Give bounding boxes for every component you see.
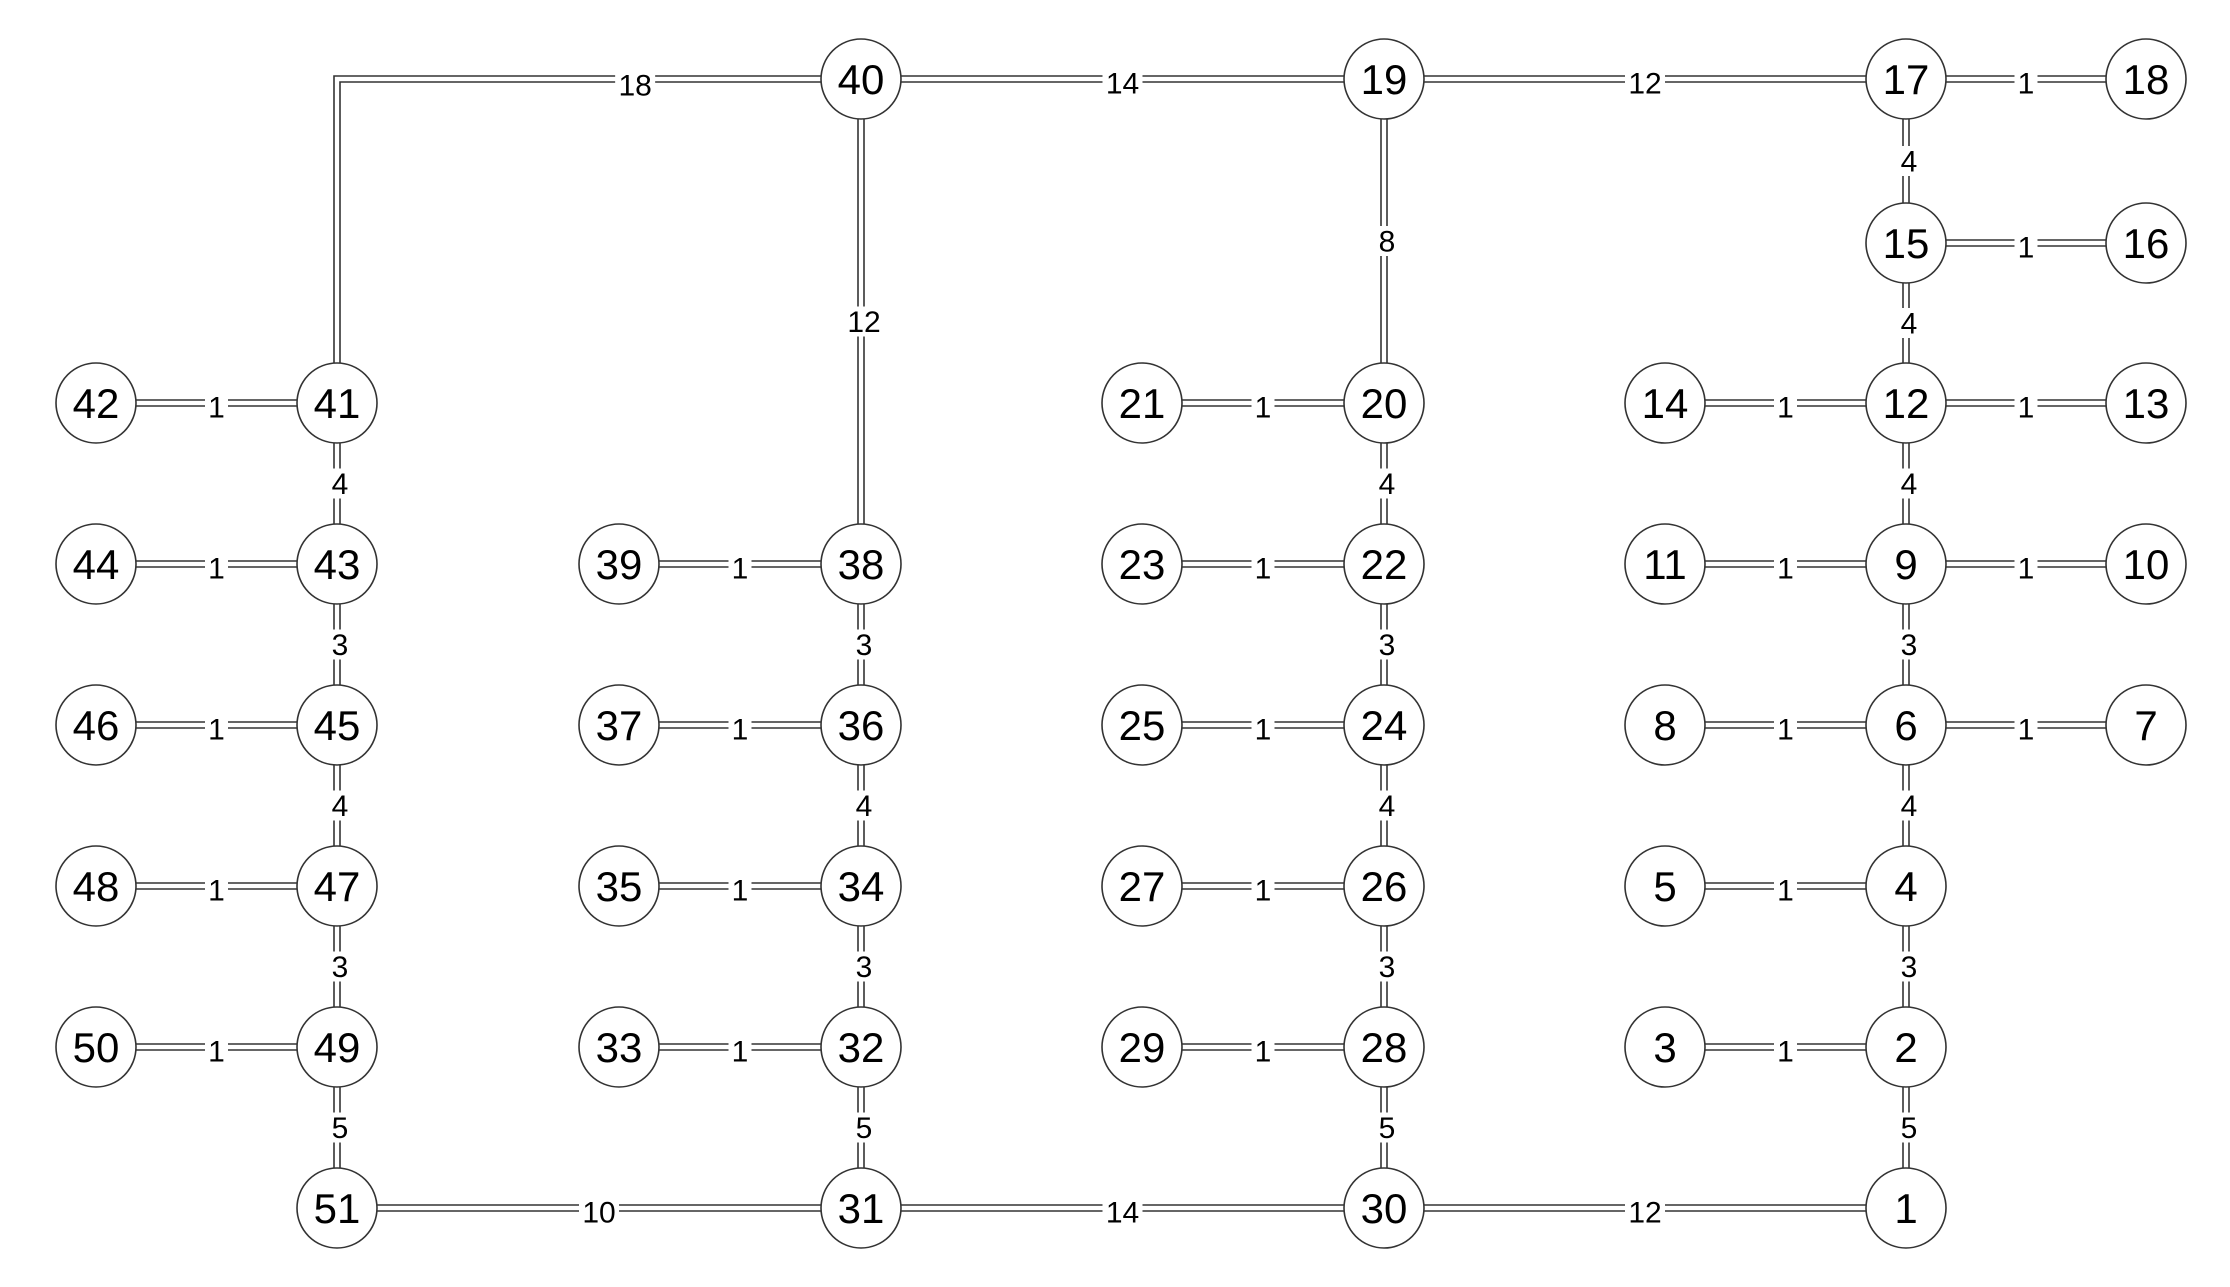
edge-weight-label: 12 <box>847 306 881 339</box>
edge-47-49 <box>329 926 352 1007</box>
node-label: 19 <box>1360 56 1408 103</box>
edge-stroke-inner <box>340 82 821 363</box>
node-label: 16 <box>2122 220 2170 267</box>
node-label: 46 <box>72 702 120 749</box>
edge-weight-label: 1 <box>1254 874 1272 908</box>
node-22 <box>1344 524 1424 604</box>
edge-weight-label: 1 <box>1777 1035 1794 1069</box>
edge-39-38 <box>659 553 821 586</box>
node-label: 37 <box>595 702 643 749</box>
node-label: 47 <box>313 863 361 910</box>
node-45 <box>297 685 377 765</box>
edge-41-43 <box>329 443 352 524</box>
node-7 <box>2106 685 2186 765</box>
node-30 <box>1344 1168 1424 1248</box>
node-label: 8 <box>1653 702 1677 749</box>
node-label: 9 <box>1894 541 1918 588</box>
edge-27-26 <box>1182 875 1344 908</box>
edge-weight-label: 4 <box>1900 145 1918 179</box>
node-36 <box>821 685 901 765</box>
edge-42-41 <box>136 392 297 425</box>
node-1 <box>1866 1168 1946 1248</box>
node-label: 30 <box>1360 1185 1408 1232</box>
edge-2-1 <box>1898 1087 1921 1168</box>
edge-41-40 <box>334 70 821 364</box>
node-10 <box>2106 524 2186 604</box>
node-26 <box>1344 846 1424 926</box>
node-label: 28 <box>1360 1024 1408 1071</box>
edge-25-24 <box>1182 714 1344 747</box>
edge-weight-label: 4 <box>1900 307 1918 341</box>
node-32 <box>821 1007 901 1087</box>
node-label: 1 <box>1894 1185 1918 1232</box>
node-label: 50 <box>72 1024 120 1071</box>
edge-45-47 <box>329 765 352 846</box>
node-24 <box>1344 685 1424 765</box>
edge-12-13 <box>1946 392 2106 425</box>
edge-weight-label: 1 <box>208 1035 225 1069</box>
node-8 <box>1625 685 1705 765</box>
node-label: 34 <box>837 863 885 910</box>
node-label: 39 <box>595 541 643 588</box>
node-42 <box>56 363 136 443</box>
edge-6-7 <box>1946 714 2106 747</box>
node-label: 2 <box>1894 1024 1918 1071</box>
edge-weight-label: 1 <box>731 1035 749 1069</box>
node-46 <box>56 685 136 765</box>
edge-weight-label: 12 <box>1628 67 1662 101</box>
edge-weight-label: 1 <box>1777 552 1794 586</box>
edge-weight-label: 4 <box>855 790 873 823</box>
edge-3-2 <box>1705 1036 1866 1069</box>
node-49 <box>297 1007 377 1087</box>
edge-37-36 <box>659 714 821 747</box>
edge-weight-label: 5 <box>1378 1112 1396 1145</box>
edge-44-43 <box>136 553 297 586</box>
node-12 <box>1866 363 1946 443</box>
node-label: 31 <box>837 1185 885 1232</box>
edge-36-34 <box>853 765 876 846</box>
edge-49-51 <box>329 1087 352 1168</box>
node-3 <box>1625 1007 1705 1087</box>
node-label: 23 <box>1118 541 1166 588</box>
node-label: 7 <box>2134 702 2158 749</box>
edge-20-22 <box>1376 443 1399 524</box>
edge-weight-label: 3 <box>331 951 349 984</box>
node-11 <box>1625 524 1705 604</box>
edge-weight-label: 4 <box>331 790 349 823</box>
node-label: 6 <box>1894 702 1918 749</box>
node-20 <box>1344 363 1424 443</box>
edge-19-17 <box>1424 68 1866 101</box>
node-48 <box>56 846 136 926</box>
node-label: 11 <box>1643 541 1687 588</box>
edge-28-30 <box>1376 1087 1399 1168</box>
node-label: 45 <box>313 702 361 749</box>
edge-weight-label: 1 <box>208 713 225 747</box>
edge-6-4 <box>1898 765 1921 846</box>
node-label: 42 <box>72 380 120 427</box>
edge-weight-label: 3 <box>331 629 349 662</box>
edge-weight-label: 1 <box>208 391 225 425</box>
edge-weight-label: 1 <box>2017 391 2035 425</box>
node-15 <box>1866 203 1946 283</box>
edge-weight-label: 1 <box>731 874 749 908</box>
edge-weight-label: 8 <box>1378 225 1396 259</box>
node-label: 48 <box>72 863 120 910</box>
edge-weight-label: 1 <box>2017 552 2035 586</box>
edge-14-12 <box>1705 392 1866 425</box>
node-14 <box>1625 363 1705 443</box>
edge-weight-label: 3 <box>1900 629 1918 662</box>
edge-stroke-outer <box>334 76 821 363</box>
edge-33-32 <box>659 1036 821 1069</box>
node-39 <box>579 524 659 604</box>
node-17 <box>1866 39 1946 119</box>
edge-weight-label: 1 <box>2017 231 2035 265</box>
edge-weight-label: 1 <box>1254 1035 1272 1069</box>
node-19 <box>1344 39 1424 119</box>
edge-46-45 <box>136 714 297 747</box>
edge-weight-label: 5 <box>855 1112 873 1145</box>
node-2 <box>1866 1007 1946 1087</box>
node-25 <box>1102 685 1182 765</box>
node-label: 13 <box>2122 380 2170 427</box>
node-label: 3 <box>1653 1024 1677 1071</box>
edge-weight-label: 1 <box>208 874 225 908</box>
node-44 <box>56 524 136 604</box>
edge-17-18 <box>1946 68 2106 101</box>
node-37 <box>579 685 659 765</box>
node-label: 43 <box>313 541 361 588</box>
node-label: 17 <box>1882 56 1930 103</box>
node-43 <box>297 524 377 604</box>
node-label: 14 <box>1641 380 1689 427</box>
edge-22-24 <box>1376 604 1399 685</box>
edge-9-6 <box>1898 604 1921 685</box>
node-label: 41 <box>313 380 361 427</box>
edge-weight-label: 1 <box>731 552 749 586</box>
edge-weight-label: 1 <box>731 713 749 747</box>
node-label: 5 <box>1653 863 1677 910</box>
edge-34-32 <box>853 926 876 1007</box>
node-21 <box>1102 363 1182 443</box>
edge-4-2 <box>1898 926 1921 1007</box>
edge-17-15 <box>1898 119 1921 203</box>
node-label: 26 <box>1360 863 1408 910</box>
node-label: 12 <box>1882 380 1930 427</box>
edge-weight-label: 1 <box>208 552 225 586</box>
edge-weight-label: 1 <box>1254 552 1272 586</box>
edge-9-10 <box>1946 553 2106 586</box>
node-47 <box>297 846 377 926</box>
node-label: 38 <box>837 541 885 588</box>
node-34 <box>821 846 901 926</box>
edge-weight-label: 3 <box>1900 951 1918 984</box>
edge-23-22 <box>1182 553 1344 586</box>
edge-weight-label: 5 <box>1900 1112 1918 1145</box>
node-label: 10 <box>2122 541 2170 588</box>
node-4 <box>1866 846 1946 926</box>
edge-weight-label: 3 <box>855 951 873 984</box>
edge-weight-label: 4 <box>1378 790 1396 823</box>
edge-weight-label: 4 <box>331 468 349 501</box>
node-label: 15 <box>1882 220 1930 267</box>
edge-weight-label: 12 <box>1628 1196 1662 1230</box>
node-label: 27 <box>1118 863 1166 910</box>
edge-12-9 <box>1898 443 1921 524</box>
edge-weight-label: 4 <box>1900 790 1918 823</box>
node-label: 18 <box>2122 56 2170 103</box>
node-16 <box>2106 203 2186 283</box>
node-9 <box>1866 524 1946 604</box>
edge-8-6 <box>1705 714 1866 747</box>
edge-weight-label: 4 <box>1900 468 1918 501</box>
edge-48-47 <box>136 875 297 908</box>
edge-5-4 <box>1705 875 1866 908</box>
edge-15-16 <box>1946 232 2106 265</box>
edge-weight-label: 14 <box>1105 67 1140 101</box>
node-23 <box>1102 524 1182 604</box>
nodes-layer <box>56 39 2186 1248</box>
node-label: 35 <box>595 863 643 910</box>
edge-weight-label: 1 <box>1254 713 1272 747</box>
node-27 <box>1102 846 1182 926</box>
edge-weight-label: 1 <box>1777 874 1794 908</box>
node-50 <box>56 1007 136 1087</box>
edge-40-38 <box>844 119 884 524</box>
edge-weight-label: 3 <box>1378 951 1396 984</box>
node-label: 29 <box>1118 1024 1166 1071</box>
edge-51-31 <box>377 1197 821 1230</box>
node-label: 33 <box>595 1024 643 1071</box>
node-label: 20 <box>1360 380 1408 427</box>
node-28 <box>1344 1007 1424 1087</box>
node-31 <box>821 1168 901 1248</box>
edge-38-36 <box>853 604 876 685</box>
edge-weight-label: 18 <box>618 69 652 103</box>
node-38 <box>821 524 901 604</box>
node-label: 44 <box>72 541 120 588</box>
edge-weight-label: 1 <box>1254 391 1272 425</box>
edge-weight-label: 10 <box>582 1196 616 1230</box>
edge-50-49 <box>136 1036 297 1069</box>
edge-26-28 <box>1376 926 1399 1007</box>
node-40 <box>821 39 901 119</box>
node-label: 36 <box>837 702 885 749</box>
edge-weight-label: 1 <box>1777 391 1794 425</box>
edge-weight-label: 4 <box>1378 468 1396 501</box>
edge-43-45 <box>329 604 352 685</box>
edge-weight-label: 14 <box>1105 1196 1140 1230</box>
edge-24-26 <box>1376 765 1399 846</box>
node-35 <box>579 846 659 926</box>
node-label: 51 <box>313 1185 361 1232</box>
edge-21-20 <box>1182 392 1344 425</box>
node-5 <box>1625 846 1705 926</box>
edge-32-31 <box>853 1087 876 1168</box>
node-51 <box>297 1168 377 1248</box>
edge-31-30 <box>901 1197 1344 1230</box>
edge-weight-label: 3 <box>855 629 873 662</box>
node-29 <box>1102 1007 1182 1087</box>
node-6 <box>1866 685 1946 765</box>
node-18 <box>2106 39 2186 119</box>
edge-weight-label: 1 <box>2017 67 2035 101</box>
node-33 <box>579 1007 659 1087</box>
node-label: 49 <box>313 1024 361 1071</box>
edge-35-34 <box>659 875 821 908</box>
node-label: 21 <box>1118 380 1166 427</box>
edge-11-9 <box>1705 553 1866 586</box>
edge-weight-label: 3 <box>1378 629 1396 662</box>
node-41 <box>297 363 377 443</box>
edge-weight-label: 1 <box>1777 713 1794 747</box>
node-label: 40 <box>837 56 885 103</box>
edge-30-1 <box>1424 1197 1866 1230</box>
edge-15-12 <box>1898 283 1921 363</box>
node-label: 22 <box>1360 541 1408 588</box>
node-label: 25 <box>1118 702 1166 749</box>
edge-weight-label: 1 <box>2017 713 2035 747</box>
edge-weight-label: 5 <box>331 1112 349 1145</box>
node-label: 4 <box>1894 863 1918 910</box>
edge-40-19 <box>901 68 1344 101</box>
node-13 <box>2106 363 2186 443</box>
node-label: 32 <box>837 1024 885 1071</box>
node-label: 24 <box>1360 702 1408 749</box>
edge-29-28 <box>1182 1036 1344 1069</box>
edge-19-20 <box>1376 119 1399 363</box>
